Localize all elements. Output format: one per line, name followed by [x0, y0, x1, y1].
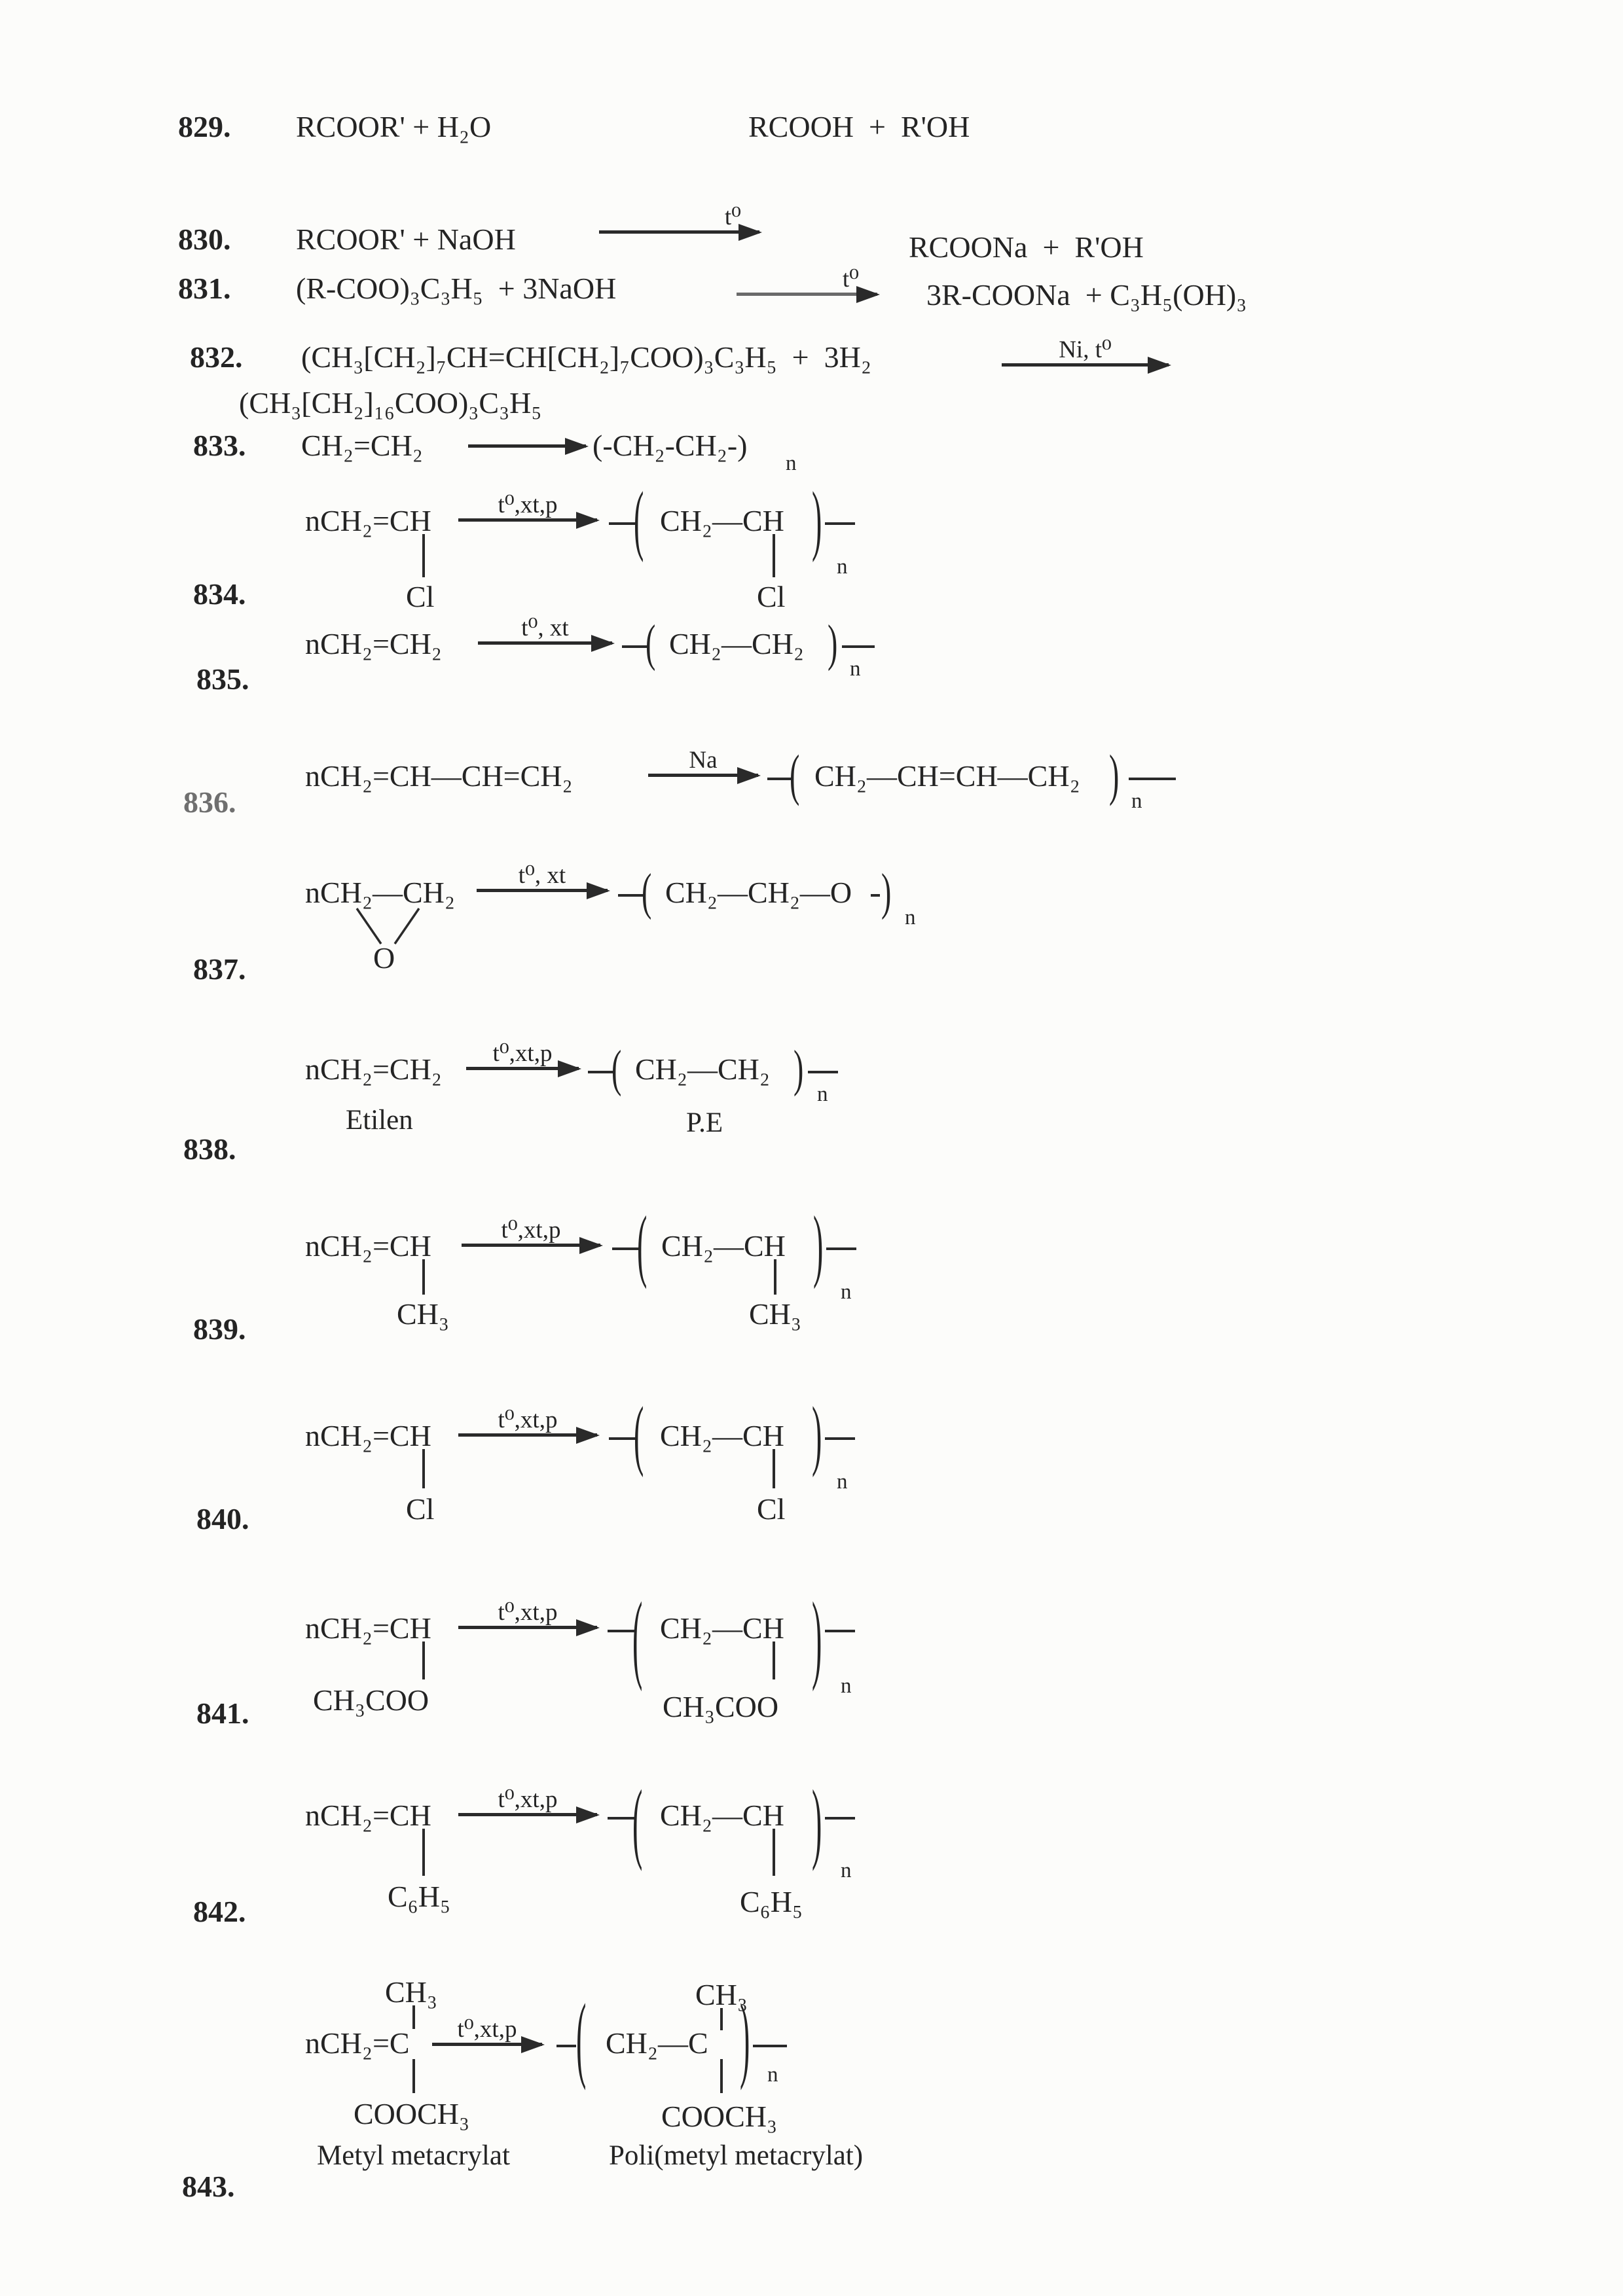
reaction-arrow: [466, 1028, 579, 1070]
polymer-subscript: n: [841, 1280, 852, 1304]
reaction-arrow: [648, 735, 758, 777]
pendant-group: CH₃COO: [663, 1690, 779, 1723]
polymer-subscript: n: [837, 1470, 848, 1494]
arrow-shaft: [737, 293, 877, 296]
bond-vertical: [720, 2008, 723, 2030]
reaction-number: 831.: [178, 272, 231, 305]
pendant-group: Cl: [757, 580, 786, 613]
polymer-subscript: n: [841, 1859, 852, 1882]
formula-lhs: CH₂=CH₂: [301, 429, 423, 462]
pendant-group: CH₃: [749, 1297, 801, 1331]
arrow-condition-label: t⁰: [842, 266, 859, 293]
bond-cross-dash: [825, 1630, 855, 1632]
pendant-group: CH₃COO: [313, 1683, 429, 1717]
bond-cross-dash: [753, 2045, 787, 2047]
polymer-close-paren: ): [812, 1771, 822, 1872]
bond-cross-dash: [608, 1817, 635, 1820]
bond-vertical: [412, 2059, 415, 2093]
pendant-group: Cl: [757, 1492, 786, 1526]
bond-cross-dash: [609, 522, 636, 525]
bond-cross-dash: [618, 894, 644, 897]
bond-vertical: [422, 1259, 425, 1295]
polymer-subscript: n: [786, 452, 797, 475]
pendant-group: C₆H₅: [740, 1885, 803, 1918]
polymer-caption: Poli(metyl metacrylat): [609, 2140, 864, 2171]
polymer-close-paren: ): [812, 1581, 822, 1692]
reaction-number: 843.: [182, 2170, 235, 2203]
arrow-shaft: [458, 1626, 597, 1629]
formula-rhs: (-CH₂-CH₂-): [593, 429, 748, 462]
polymer-open-paren: (: [646, 614, 656, 672]
arrow-shaft: [477, 889, 608, 892]
reaction-arrow: [458, 480, 597, 522]
reaction-arrow: [737, 254, 877, 296]
reaction-number: 839.: [193, 1312, 246, 1346]
formula-rhs: RCOOH + R'OH: [748, 110, 970, 143]
pendant-group: Cl: [406, 580, 435, 613]
polymer-open-paren: (: [632, 1771, 643, 1872]
bond-vertical: [773, 1449, 775, 1488]
arrow-shaft: [458, 1813, 597, 1816]
polymer-subscript: n: [837, 555, 848, 579]
reaction-arrow: [458, 1395, 597, 1437]
monomer-formula: nCH₂=CH: [305, 1611, 431, 1645]
formula-lhs: RCOOR' + H₂O: [296, 110, 492, 143]
bond-cross-dash: [825, 522, 855, 525]
arrow-condition-label: t⁰,xt,p: [457, 2016, 517, 2043]
reaction-arrow: [477, 850, 608, 892]
bond-cross-dash: [842, 645, 875, 648]
bond-cross-dash: [608, 1630, 635, 1632]
top-group: CH₃: [695, 1978, 748, 2011]
polymer-close-paren: ): [828, 614, 838, 672]
reaction-arrow: [458, 1774, 597, 1816]
polymer-close-paren: ): [813, 1199, 824, 1289]
reaction-arrow: [468, 406, 586, 448]
pendant-group: C₆H₅: [388, 1880, 450, 1913]
reaction-number: 835.: [196, 662, 249, 696]
arrow-shaft: [462, 1244, 600, 1247]
polymer-subscript: n: [767, 2063, 778, 2087]
reaction-number: 830.: [178, 223, 231, 256]
repeat-unit: CH₂—CH: [660, 1799, 784, 1832]
arrow-shaft: [1002, 363, 1169, 367]
repeat-unit: CH₂—CH: [660, 1611, 784, 1645]
pendant-group: CH₃: [397, 1297, 449, 1331]
arrow-condition-label: t⁰,xt,p: [498, 492, 558, 518]
repeat-unit: CH₂—CH₂: [669, 627, 804, 660]
polymer-subscript: n: [1131, 789, 1142, 813]
bond-cross-dash: [609, 1437, 636, 1440]
formula-rhs: RCOONa + R'OH: [909, 230, 1144, 264]
reaction-number: 837.: [193, 952, 246, 986]
monomer-caption: Etilen: [346, 1105, 413, 1136]
polymer-close-paren: ): [812, 1390, 822, 1478]
monomer-formula: nCH₂=CH: [305, 504, 431, 537]
polymer-subscript: n: [905, 906, 916, 929]
repeat-unit: CH₂—CH₂: [635, 1052, 770, 1086]
reaction-number: 833.: [193, 429, 246, 462]
bridge-oxygen: O: [373, 941, 395, 975]
reaction-number: 836.: [183, 785, 236, 819]
reaction-number: 834.: [193, 577, 246, 611]
pendant-group: COOCH₃: [354, 2097, 470, 2130]
polymer-open-paren: (: [637, 1199, 647, 1289]
arrow-shaft: [432, 2043, 542, 2046]
polymer-open-paren: (: [611, 1039, 622, 1097]
arrow-condition-label: t⁰,xt,p: [498, 1407, 558, 1433]
arrow-shaft: [468, 444, 586, 448]
top-group: CH₃: [385, 1975, 437, 2009]
repeat-unit: CH₂—CH=CH—CH₂: [814, 759, 1080, 793]
arrow-condition-label: t⁰,xt,p: [501, 1217, 561, 1244]
monomer-formula: nCH₂=CH: [305, 1799, 431, 1832]
polymer-open-paren: (: [634, 1390, 644, 1478]
arrow-condition-label: Na: [689, 747, 718, 774]
arrow-shaft: [648, 774, 758, 777]
reaction-number: 841.: [196, 1696, 249, 1730]
arrow-shaft: [478, 641, 612, 645]
bond-cross-dash: [556, 2045, 576, 2047]
arrow-shaft: [466, 1067, 579, 1070]
bond-cross-dash: [871, 894, 880, 897]
polymer-caption: P.E: [686, 1107, 723, 1138]
polymer-open-paren: (: [634, 475, 644, 563]
formula-rhs: 3R-COONa + C₃H₅(OH)₃: [926, 278, 1247, 312]
bond-vertical: [773, 1641, 775, 1679]
arrow-condition-label: t⁰,xt,p: [492, 1040, 553, 1067]
arrow-condition-label: t⁰, xt: [521, 615, 569, 641]
repeat-unit: CH₂—C: [606, 2026, 708, 2060]
formula-product-line: (CH₃[CH₂]₁₆COO)₃C₃H₅: [239, 386, 542, 420]
pendant-group: COOCH₃: [661, 2100, 778, 2133]
polymer-open-paren: (: [576, 1984, 587, 2091]
repeat-unit: CH₂—CH: [660, 504, 784, 537]
polymer-open-paren: (: [790, 743, 800, 807]
arrow-shaft: [458, 518, 597, 522]
monomer-caption: Metyl metacrylat: [317, 2140, 510, 2171]
arrow-shaft: [458, 1433, 597, 1437]
bond-vertical: [412, 2005, 415, 2029]
monomer-formula: nCH₂=CH₂: [305, 627, 442, 660]
bond-vertical: [720, 2059, 723, 2093]
polymer-subscript: n: [817, 1083, 828, 1106]
polymer-close-paren: ): [793, 1039, 804, 1097]
reaction-number: 840.: [196, 1502, 249, 1535]
formula-lhs: (CH₃[CH₂]₇CH=CH[CH₂]₇COO)₃C₃H₅ + 3H₂: [301, 340, 871, 374]
bond-vertical: [774, 1259, 776, 1295]
polymer-subscript: n: [850, 657, 861, 681]
bond-vertical: [773, 1829, 775, 1876]
repeat-unit: CH₂—CH: [661, 1229, 786, 1263]
bond-vertical: [422, 1829, 425, 1876]
monomer-formula: nCH₂=CH: [305, 1419, 431, 1452]
reaction-arrow: [1002, 325, 1169, 367]
bond-cross-dash: [808, 1071, 838, 1073]
polymer-subscript: n: [841, 1674, 852, 1698]
arrow-shaft: [599, 230, 759, 234]
bond-vertical: [773, 534, 775, 577]
formula-lhs: RCOOR' + NaOH: [296, 223, 516, 256]
monomer-formula: nCH₂=CH: [305, 1229, 431, 1263]
repeat-unit: CH₂—CH: [660, 1419, 784, 1452]
bond-vertical: [422, 1449, 425, 1488]
bond-cross-dash: [622, 645, 648, 648]
reaction-arrow: [599, 192, 759, 234]
bond-cross-dash: [588, 1071, 614, 1073]
reaction-arrow: [478, 603, 612, 645]
arrow-condition-label: t⁰,xt,p: [498, 1786, 558, 1813]
repeat-unit: CH₂—CH₂—O: [665, 876, 852, 909]
bond-cross-dash: [612, 1247, 640, 1250]
bond-cross-dash: [825, 1817, 855, 1820]
formula-lhs: (R-COO)₃C₃H₅ + 3NaOH: [296, 272, 617, 305]
arrow-condition-label: Ni, t⁰: [1059, 336, 1112, 363]
bond-cross-dash: [826, 1247, 856, 1250]
reaction-number: 842.: [193, 1895, 246, 1928]
reaction-number: 832.: [190, 340, 243, 374]
pendant-group: Cl: [406, 1492, 435, 1526]
polymer-close-paren: ): [881, 863, 892, 920]
polymer-close-paren: ): [1109, 743, 1120, 807]
reaction-number: 829.: [178, 110, 231, 143]
polymer-open-paren: (: [632, 1581, 643, 1692]
monomer-formula: nCH₂=CH—CH=CH₂: [305, 759, 573, 793]
bond-vertical: [422, 534, 425, 577]
arrow-condition-label: t⁰: [724, 204, 741, 230]
polymer-close-paren: ): [812, 475, 822, 563]
polymer-open-paren: (: [642, 863, 652, 920]
reaction-number: 838.: [183, 1132, 236, 1166]
bond-cross-dash: [1129, 778, 1176, 780]
monomer-formula: nCH₂=CH₂: [305, 1052, 442, 1086]
bond-cross-dash: [825, 1437, 855, 1440]
polymer-close-paren: ): [740, 1984, 750, 2091]
monomer-formula: nCH₂—CH₂: [305, 876, 455, 909]
reaction-arrow: [462, 1205, 600, 1247]
reaction-arrow: [432, 2004, 542, 2046]
monomer-formula: nCH₂=C: [305, 2026, 410, 2060]
reaction-arrow: [458, 1587, 597, 1629]
arrow-condition-label: t⁰, xt: [518, 862, 566, 889]
bond-vertical: [422, 1641, 425, 1679]
arrow-condition-label: t⁰,xt,p: [498, 1599, 558, 1626]
